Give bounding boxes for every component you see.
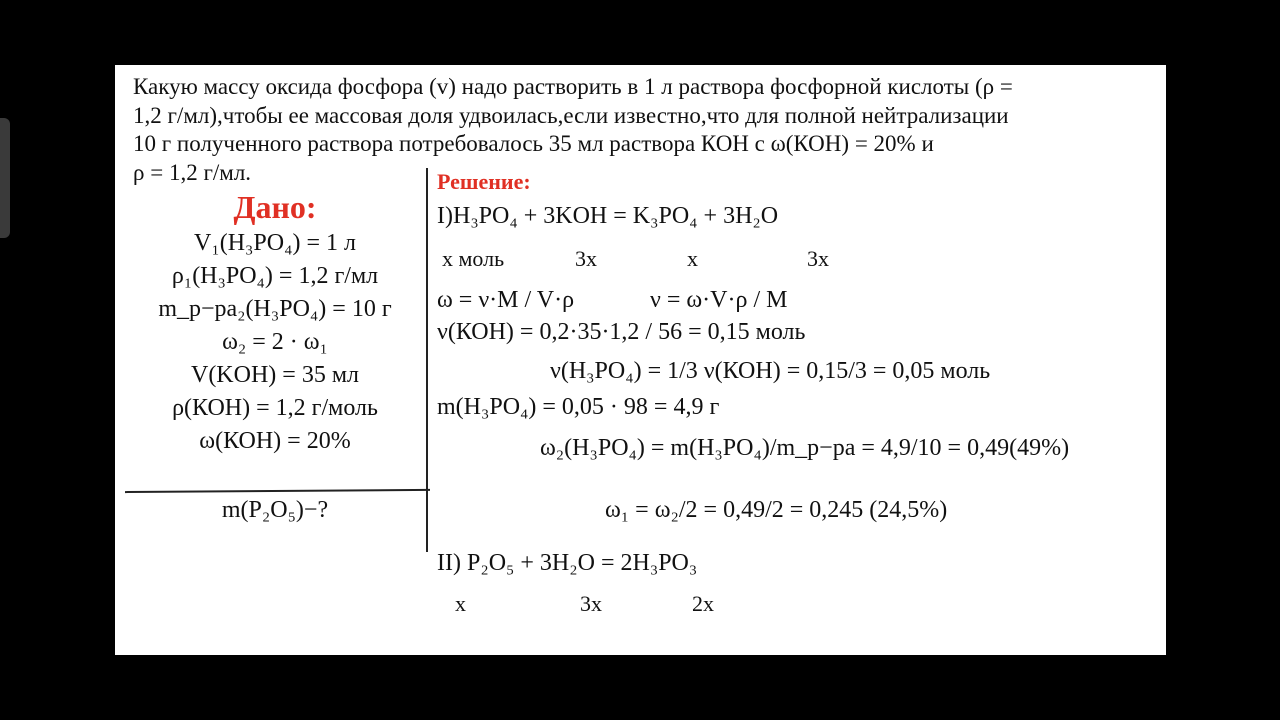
find-quantity: m(P₂O₅)−? (221, 497, 329, 523)
given-item: ρ(КОН) = 1,2 г/моль (172, 395, 378, 421)
reaction-1-coef: х (687, 246, 698, 271)
reaction-2-coef: 3х (580, 591, 602, 616)
problem-statement (133, 73, 1153, 187)
reaction-2: II) P₂O₅ + 3H₂O = 2H₃PO₃ (437, 550, 698, 576)
given-item: V(KOH) = 35 мл (190, 362, 359, 388)
calc-nu-koh: ν(КОН) = 0,2·35·1,2 / 56 = 0,15 моль (437, 319, 806, 345)
problem-line-2: 1,2 г/мл),чтобы ее массовая доля удвоилась,если известно,что для полной нейтрализации (133, 102, 1009, 128)
reaction-1: I)H₃PO₄ + 3KOH = K₃PO₄ + 3H₂O (437, 203, 779, 229)
edge-panel-handle[interactable] (0, 118, 10, 238)
problem-line-4: ρ = 1,2 г/мл. (133, 159, 252, 185)
formula-omega: ω = ν·M / V·ρ (437, 287, 575, 313)
given-title: Дано: (233, 189, 317, 225)
reaction-1-coef: 3х (807, 246, 829, 271)
calc-omega2: ω₂(H₃PO₄) = m(H₃PO₄)/m_p−pa = 4,9/10 = 0,49(49%) (540, 435, 1070, 461)
given-item: V₁(H₃PO₄) = 1 л (194, 230, 356, 256)
lecture-slide (115, 65, 1166, 655)
reaction-1-coef: 3х (575, 246, 597, 271)
reaction-2-coef: х (455, 591, 466, 616)
solution-title: Решение: (437, 169, 531, 194)
divider-horizontal (125, 489, 430, 493)
given-item: m_p−pa₂(H₃PO₄) = 10 г (158, 296, 392, 322)
calc-omega1: ω₁ = ω₂/2 = 0,49/2 = 0,245 (24,5%) (605, 497, 948, 523)
formula-nu: ν = ω·V·ρ / M (650, 287, 788, 313)
problem-line-3: 10 г полученного раствора потребовалось 35 мл раствора КОН с ω(КОН) = 20% и (133, 131, 934, 156)
given-list (115, 227, 435, 458)
calc-nu-h3po4: ν(H₃PO₄) = 1/3 ν(КОН) = 0,15/3 = 0,05 моль (550, 358, 991, 384)
problem-line-1: Какую массу оксида фосфора (v) надо растворить в 1 л раствора фосфорной кислоты (ρ = (133, 74, 1013, 99)
given-item: ρ₁(H₃PO₄) = 1,2 г/мл (171, 263, 379, 289)
calc-m-h3po4: m(H₃PO₄) = 0,05 · 98 = 4,9 г (437, 394, 720, 420)
reaction-1-coef: х моль (442, 246, 505, 271)
given-item: ω₂ = 2 · ω₁ (222, 329, 328, 355)
given-item: ω(КОН) = 20% (199, 428, 351, 454)
reaction-2-coef: 2х (692, 591, 714, 616)
